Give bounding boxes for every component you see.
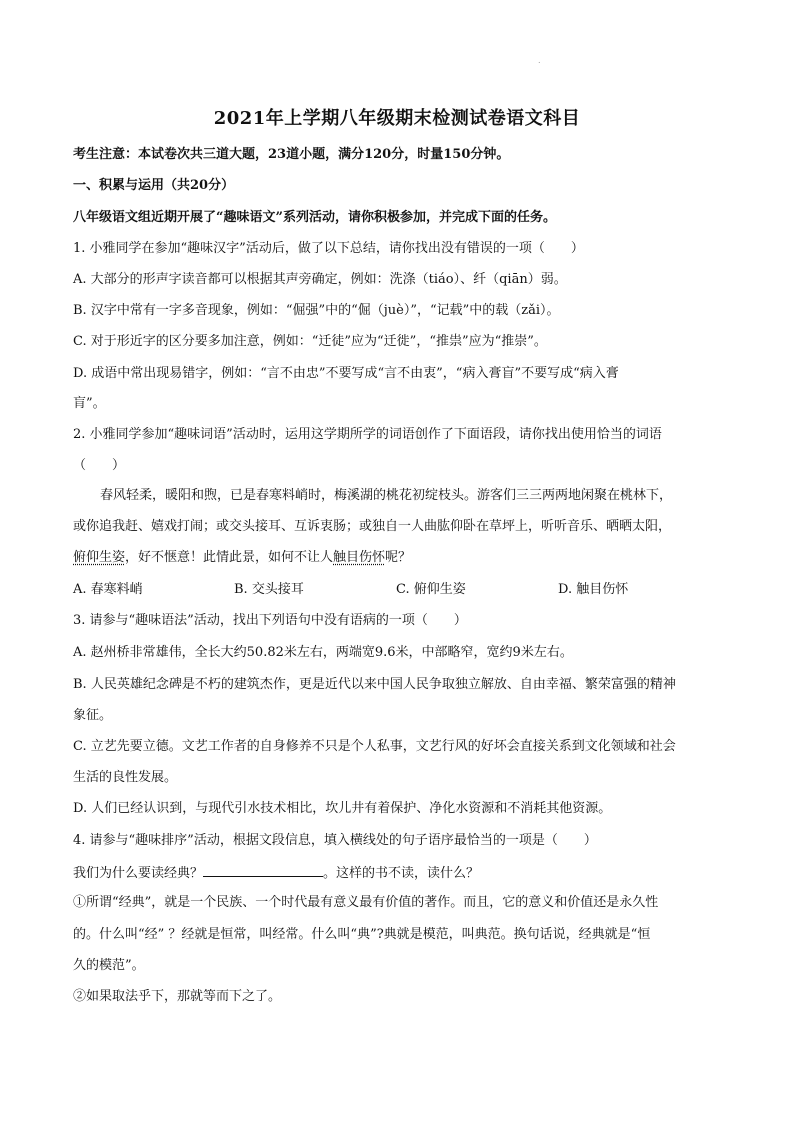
q2-stem: 2. 小雅同学参加“趣味词语”活动时，运用这学期所学的词语创作了下面语段，请你找出使用恰当的词语 <box>73 427 662 442</box>
q4-sentence-1-cont: 的。什么叫“经” ？经就是恒常，叫经常。什么叫“典”?典就是模范，叫典范。换句话说，经典就是“恒 <box>73 927 651 942</box>
q1-option-d: D. 成语中常出现易错字，例如：“言不由忠”不要写成“言不由衷”，“病入膏盲”不要写成“病入膏 <box>73 366 619 381</box>
q2-option-b: B. 交头接耳 <box>234 582 304 597</box>
page-title: 2021年上学期八年级期末检测试卷语文科目 <box>213 108 581 129</box>
q4-passage-end: 。这样的书不读，读什么？ <box>323 866 480 881</box>
q2-answer-paren: （ ） <box>73 458 126 473</box>
q2-passage-end: 呢？ <box>385 550 412 565</box>
q3-option-c-cont: 生活的良性发展。 <box>73 770 178 785</box>
q3-option-b-cont: 象征。 <box>73 708 113 723</box>
q3-stem: 3. 请参与“趣味语法”活动，找出下列语句中没有语病的一项（ ） <box>73 613 467 628</box>
q4-stem: 4. 请参与“趣味排序”活动，根据文段信息，填入横线处的句子语序最恰当的一项是（ ） <box>73 833 597 848</box>
header-mark: . <box>538 56 541 65</box>
q1-stem: 1. 小雅同学在参加“趣味汉字”活动后，做了以下总结，请你找出没有错误的一项（ ） <box>73 241 584 256</box>
q3-option-d: D. 人们已经认识到，与现代引水技术相比，坎儿井有着保护、净化水资源和不消耗其他资源。 <box>73 801 612 816</box>
q2-option-a: A. 春寒料峭 <box>73 582 143 597</box>
q2-passage-line2: 或你追我赶、嬉戏打闹；或交头接耳、互诉衷肠；或独自一人曲肱仰卧在草坪上，听听音乐、晒晒太阳， <box>73 519 672 534</box>
q1-option-c: C. 对于形近字的区分要多加注意，例如：“迁徒”应为“迁徙”，“推祟”应为“推崇”。 <box>73 334 547 349</box>
q4-sentence-1-end: 久的模范”。 <box>73 958 145 973</box>
q2-term-chumu: 触目伤怀 <box>333 550 386 565</box>
q4-sentence-2: ②如果取法乎下，那就等而下之了。 <box>73 989 282 1004</box>
q1-option-d-cont: 肓”。 <box>73 396 106 411</box>
q2-passage-line1: 春风轻柔，暖阳和煦，已是春寒料峭时，梅溪湖的桃花初绽枝头。游客们三三两两地闲聚在桃林下， <box>100 488 673 503</box>
q2-passage-text: ，好不惬意！此情此景，如何不让人 <box>125 550 334 565</box>
q3-option-c: C. 立艺先要立德。文艺工作者的自身修养不只是个人私事，文艺行风的好坏会直接关系到文化领域和社会 <box>73 739 676 754</box>
q1-option-a: A. 大部分的形声字读音都可以根据其声旁确定，例如：洗涤（tiáo）、纤（qiān）弱。 <box>73 272 567 287</box>
q3-option-b: B. 人民英雄纪念碑是不朽的建筑杰作，更是近代以来中国人民争取独立解放、自由幸福、繁荣富强的精神 <box>73 677 676 692</box>
section-heading: 一、积累与运用（共20分） <box>73 178 235 193</box>
q4-passage-start: 我们为什么要读经典？ <box>73 866 204 881</box>
q3-option-a: A. 赵州桥非常雄伟，全长大约50.82米左右，两端宽9.6米，中部略窄，宽约9米左右。 <box>73 645 573 660</box>
q4-passage-line <box>73 864 734 882</box>
exam-notice: 考生注意：本试卷次共三道大题，23道小题，满分120分，时量150分钟。 <box>73 147 510 162</box>
q2-passage-line3 <box>73 550 734 566</box>
q4-fill-blank[interactable] <box>203 864 323 877</box>
q2-option-d: D. 触目伤怀 <box>558 582 629 597</box>
q1-option-b: B. 汉字中常有一字多音现象，例如：“倔强”中的“倔（juè）”，“记载”中的载（zǎi）。 <box>73 303 560 318</box>
q4-sentence-1: ①所谓“经典”，就是一个民族、一个时代最有意义最有价值的著作。而且，它的意义和价值还是永久性 <box>73 895 659 910</box>
q2-term-fuyang: 俯仰生姿 <box>73 550 126 565</box>
q2-option-c: C. 俯仰生姿 <box>396 582 466 597</box>
activity-intro: 八年级语文组近期开展了“趣味语文”系列活动，请你积极参加，并完成下面的任务。 <box>73 210 556 225</box>
